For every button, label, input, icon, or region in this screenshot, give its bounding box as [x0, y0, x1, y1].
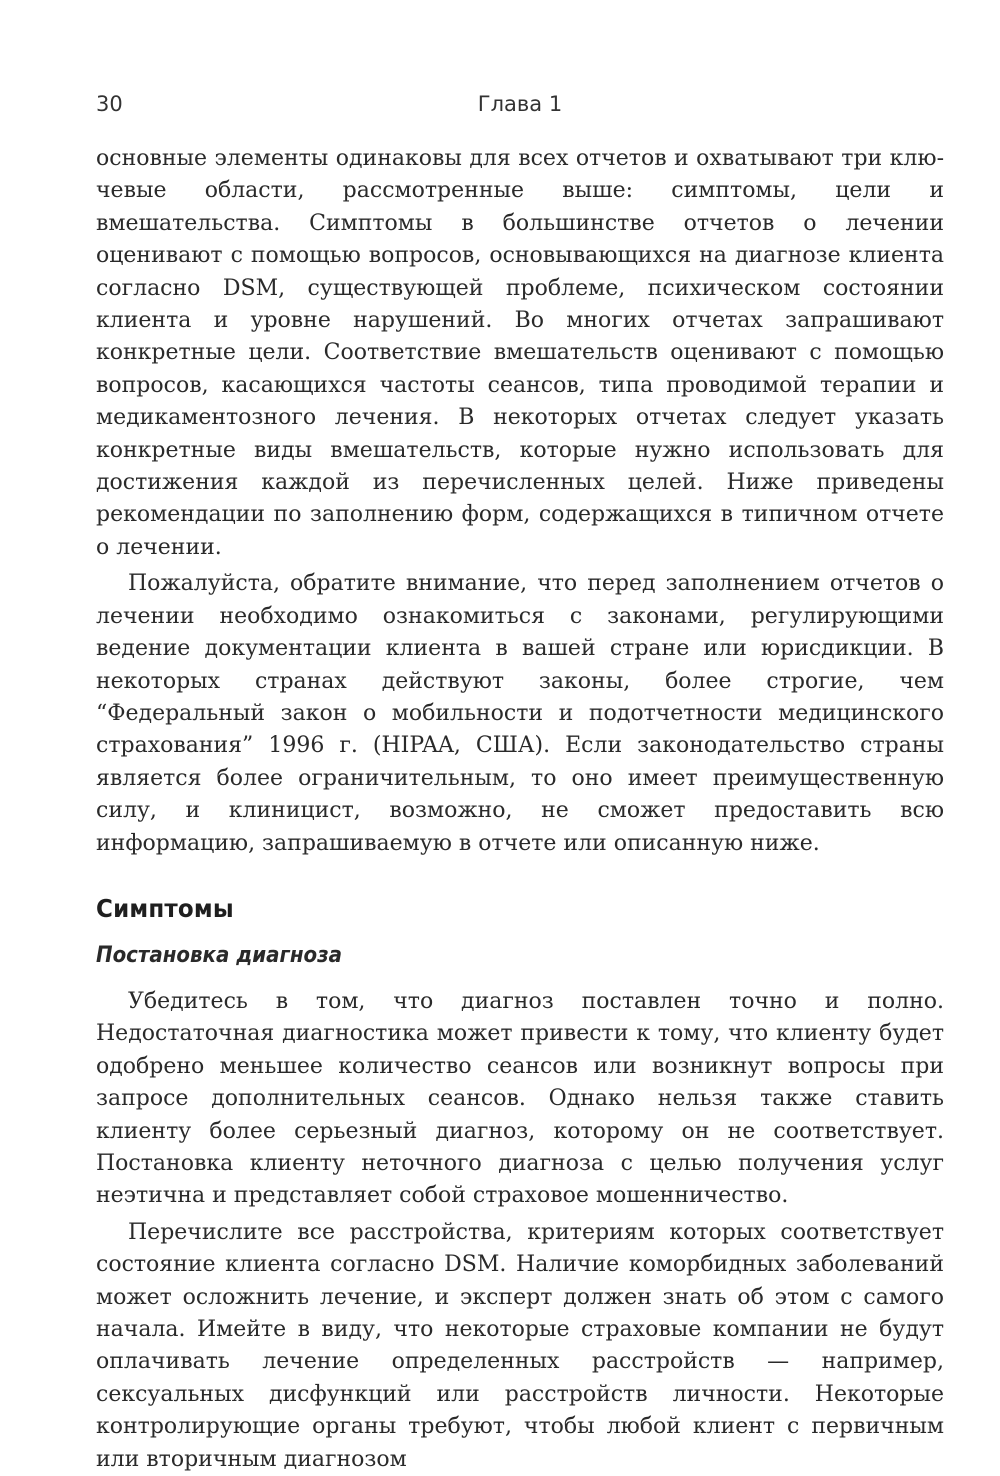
subsection-title: Постановка диагноза — [96, 942, 342, 968]
paragraph-4: Перечислите все расстройства, критериям которых соответствует состояние клиента согласно DSM. Наличие коморбидных заболеваний может осложнить лечение, и эксперт должен знать об этом с самого начала. Имейте в виду, что некоторые страховые компании не будут оплачивать лечение определенных расстройств — например, сексуальных дисфункций или расстройств личности. Некоторые контролирующие органы требуют, чтобы любой клиент с первичным или вторичным диагнозом — [96, 1219, 944, 1472]
paragraph-2: Пожалуйста, обратите внимание, что перед заполнением отчетов о лечении необходимо ознакомиться с законами, регулирующими ведение документации клиента в вашей стране или юрисдикции. В некоторых странах действуют законы, более строгие, чем “Федеральный закон о мобильности и подотчетности медицинского страхования” 1996 г. (HIPAA, США). Если законодательство страны является более ограничительным, то оно имеет преимущественную силу, и клиницист, возможно, не сможет предоставить всю информацию, запрашиваемую в отчете или описанную ниже. — [96, 571, 944, 856]
paragraph-3: Убедитесь в том, что диагноз поставлен точно и полно. Недостаточная диагностика может привести к тому, что клиенту будет одобрено меньшее количество сеансов или возникнут вопросы при запросе дополнительных сеансов. Однако нельзя также ставить клиенту более серьезный диагноз, которому он не соответствует. Постановка клиенту неточного диагноза с целью получения услуг неэтична и представляет собой страховое мошенничество. — [96, 988, 944, 1209]
paragraph-1: основные элементы одинаковы для всех отчетов и охватывают три ключевые области, рассмотренные выше: симптомы, цели и вмешательства. Симптомы в большинстве отчетов о лечении оценивают с помощью вопросов, основывающихся на диагнозе клиента согласно DSM, существующей проблеме, психическом состоянии клиента и уровне нарушений. Во многих отчетах запрашивают конкретные цели. Соответствие вмешательств оценивают с помощью вопросов, касающихся частоты сеансов, типа проводимой терапии и медикаментозного лечения. В некоторых отчетах следует указать конкретные виды вмешательств, которые нужно использовать для достижения каждой из перечисленных целей. Ниже приведены рекомендации по заполнению форм, содержащихся в типичном отчете о лечении. — [96, 146, 944, 560]
page-number: 30 — [96, 92, 123, 116]
book-page — [96, 88, 944, 1476]
chapter-title: Глава 1 — [477, 92, 563, 116]
section-title: Симптомы — [96, 893, 234, 923]
running-head — [96, 88, 944, 124]
